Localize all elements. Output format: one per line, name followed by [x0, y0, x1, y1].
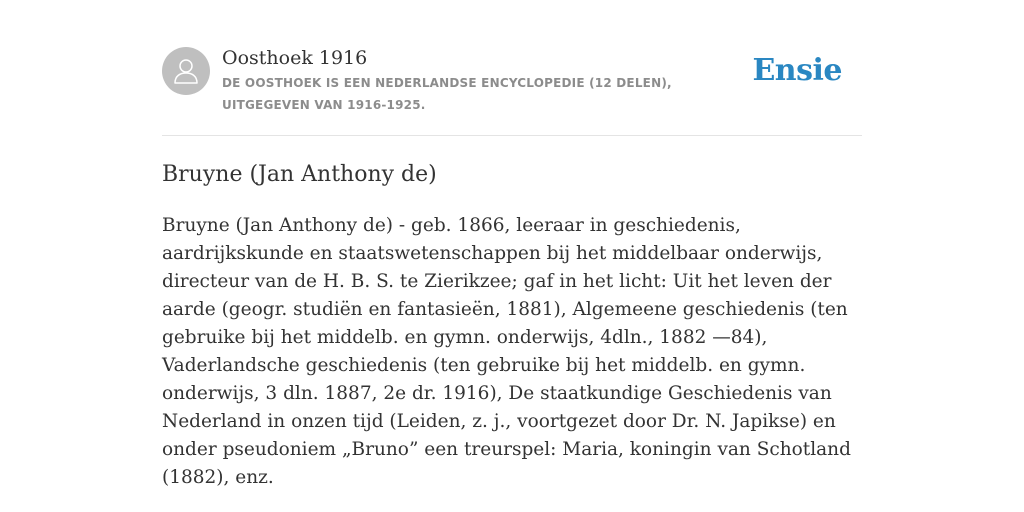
source-name[interactable]: Oosthoek 1916: [222, 47, 368, 69]
source-header: [162, 46, 862, 116]
user-icon: [162, 47, 210, 95]
article-body: Bruyne (Jan Anthony de) - geb. 1866, leeraar in geschiedenis, aardrijkskunde en staatswetenschappen bij het middelbaar onderwijs, directeur van de H. B. S. te Zierikzee; gaf in het licht: Uit het leven der aarde (geogr. studiën en fantasieën, 1881), Algemeene geschiedenis (ten gebruike bij het middelb. en gymn. onderwijs, 4dln., 1882 —84), Vaderlandsche geschiedenis (ten gebruike bij het middelb. en gymn. onderwijs, 3 dln. 1887, 2e dr. 1916), De staatkundige Geschiedenis van Nederland in onzen tijd (Leiden, z. j., voortgezet door Dr. N. Japikse) en onder pseudoniem „Bruno” een treurspel: Maria, koningin van Schotland (1882), enz.: [162, 215, 851, 488]
brand-logo[interactable]: Ensie: [752, 53, 842, 88]
avatar[interactable]: [162, 47, 210, 95]
divider: [162, 135, 862, 136]
article-title: Bruyne (Jan Anthony de): [162, 162, 437, 187]
source-description: DE OOSTHOEK IS EEN NEDERLANDSE ENCYCLOPEDIE (12 DELEN), UITGEGEVEN VAN 1916-1925.: [222, 76, 672, 112]
